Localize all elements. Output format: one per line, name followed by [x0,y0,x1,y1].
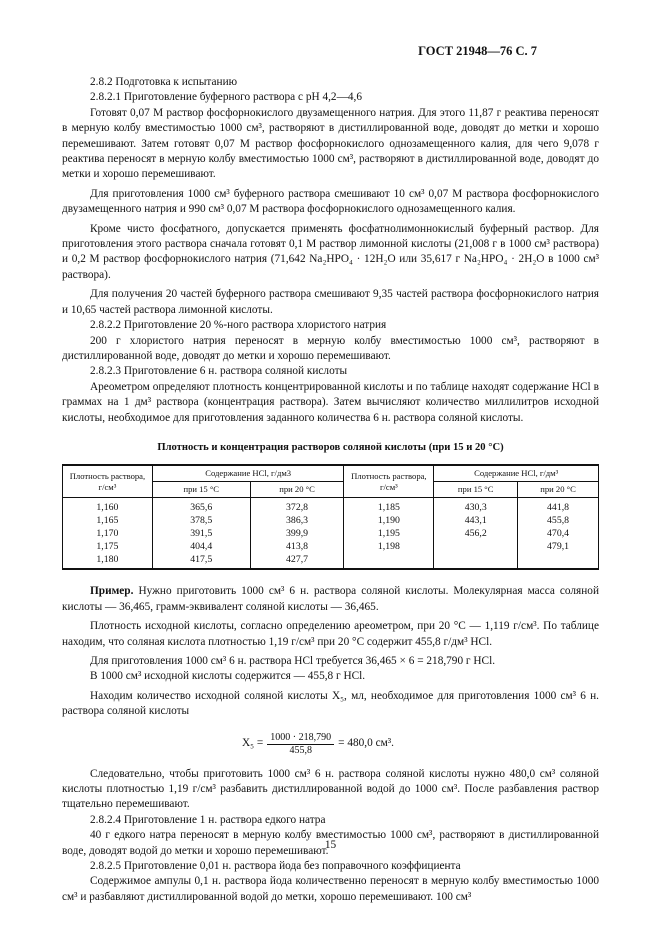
page-header: ГОСТ 21948—76 С. 7 [418,44,537,58]
subsection-heading: 2.8.2.5 Приготовление 0,01 н. раствора йода без поправочного коэффициента [90,860,461,873]
table-cell: 372,8 [250,498,344,515]
header-density-right: Плотность раствора, г/см³ [344,465,434,498]
subsection-heading: 2.8.2.3 Приготовление 6 н. раствора соляной кислоты [90,365,348,378]
table-caption: Плотность и концентрация растворов соляной кислоты (при 15 и 20 °С) [157,441,504,453]
table-cell: 430,3 [434,498,518,515]
formula-fraction [267,732,334,757]
paragraph: Плотность исходной кислоты, согласно определению ареометром, при 20 °С — 1,119 г/см³. По таблице находим, что соляная кислота плотностью 1,19 г/см³ при 20 °С содержит 455,8 г/дм³ HCl. [62,620,599,648]
table-cell: 479,1 [518,540,599,553]
paragraph: Для приготовления 1000 см³ 6 н. раствора HCl требуется 36,465 × 6 = 218,790 г HCl. [90,654,496,667]
table-cell: 1,198 [344,540,434,553]
example-label: Пример. [90,585,134,598]
paragraph: Ареометром определяют плотность концентрированной кислоты и по таблице находят содержание HCl в граммах на 1 дм³ раствора (концентрация раствора). Затем вычисляют количество миллилитров исходной кислоты, необходимое для приготовления заданного количества 6 н. раствора соляной кислоты. [62,380,599,424]
formula-lhs: X₅ = [242,737,264,750]
table-cell: 470,4 [518,527,599,540]
example-text: Нужно приготовить 1000 см³ 6 н. раствора соляной кислоты. Молекулярная масса соляной кислоты — 36,465, грамм-эквивалент соляной кислоты — 36,465. [62,585,599,613]
content [62,75,599,905]
table-cell: 1,170 [63,527,153,540]
paragraph: Кроме чисто фосфатного, допускается применять фосфатнолимоннокислый буферный раствор. Для приготовления этого раствора сначала готовят 0,1 М раствор лимонной кислоты (21,008 г в 1000 см³ раствора) и 0,2 М раствор фосфорнокислого натрия (71,642 Na₂HPO₄ · 12H₂O или 35,617 г Na₂HPO₄ · 2H₂O в 1000 см³ раствора). [62,222,599,281]
paragraph: Для приготовления 1000 см³ буферного раствора смешивают 10 см³ 0,07 М раствора фосфорнокислого двузамещенного натрия и 990 см³ 0,07 М раствора фосфорнокислого однозамещенного калия. [62,187,599,216]
subsection-heading: 2.8.2.1 Приготовление буферного раствора с рН 4,2—4,6 [90,91,362,104]
density-table [62,464,599,570]
header-content-left: Содержание HCl, г/дм3 [152,465,344,482]
header-15-left: при 15 °С [152,482,250,498]
table-cell: 404,4 [152,540,250,553]
table-cell: 1,190 [344,514,434,527]
header-20-left: при 20 °С [250,482,344,498]
formula-numerator: 1000 · 218,790 [267,732,334,745]
paragraph: Содержимое ампулы 0,1 н. раствора йода количественно переносят в мерную колбу вместимостью 1000 см³ и разбавляют дистиллированной водой до метки, хорошо перемешивают. 100 см³ [62,875,599,903]
table-row [63,498,599,515]
table-cell [434,553,518,569]
table-cell: 378,5 [152,514,250,527]
header-content-right: Содержание HCl, г/дм³ [434,465,599,482]
paragraph: 200 г хлористого натрия переносят в мерную колбу вместимостью 1000 см³, растворяют в дистиллированной воде, доводят до метки и хорошо перемешивают. [62,334,599,362]
table-cell: 391,5 [152,527,250,540]
table-cell: 417,5 [152,553,250,569]
paragraph: Следовательно, чтобы приготовить 1000 см³ 6 н. раствора соляной кислоты нужно 480,0 см³ соляной кислоты плотностью 1,19 г/см³ разбавить дистиллированной водой до 1000 см³. После разбавления раствор тщательно перемешивают. [62,767,599,811]
table-row [63,553,599,569]
paragraph: Для получения 20 частей буферного раствора смешивают 9,35 частей раствора фосфорнокислого натрия и 10,65 частей раствора лимонной кислоты. [62,288,599,316]
table-cell: 455,8 [518,514,599,527]
page-number: 15 [324,839,337,851]
paragraph: Готовят 0,07 М раствор фосфорнокислого двузамещенного натрия. Для этого 11,87 г реактива переносят в мерную колбу вместимостью 1000 см³, растворяют в дистиллированной воде, доводят до метки и хорошо перемешивают. Затем готовят 0,07 М раствор фосфорнокислого однозамещенного калия, для чего 9,078 г реактива переносят в мерную колбу вместимостью 1000 см³, растворяют в дистиллированной воде, доводят до метки и хорошо перемешивают. [62,106,599,181]
table-cell: 1,185 [344,498,434,515]
table-cell: 1,180 [63,553,153,569]
table-cell: 399,9 [250,527,344,540]
header-15-right: при 15 °С [434,482,518,498]
table-cell: 413,8 [250,540,344,553]
table-cell: 365,6 [152,498,250,515]
table-cell: 1,175 [63,540,153,553]
table-cell: 1,195 [344,527,434,540]
table-row [63,527,599,540]
formula-denominator: 455,8 [289,744,312,756]
table-cell: 443,1 [434,514,518,527]
section-heading: 2.8.2 Подготовка к испытанию [90,76,238,88]
table-row [63,540,599,553]
table-cell: 386,3 [250,514,344,527]
formula-rhs: = 480,0 см³. [338,737,394,750]
table-cell [518,553,599,569]
table-cell: 441,8 [518,498,599,515]
subsection-heading: 2.8.2.4 Приготовление 1 н. раствора едкого натра [90,813,326,826]
table-cell [344,553,434,569]
subsection-heading: 2.8.2.2 Приготовление 20 %-ного раствора хлористого натрия [90,319,387,332]
paragraph: 40 г едкого натра переносят в мерную колбу вместимостью 1000 см³, растворяют в дистиллированной воде, доводят водой до метки и хорошо перемешивают. [62,829,599,857]
table-cell [434,540,518,553]
paragraph: Находим количество исходной соляной кислоты X₅, мл, необходимое для приготовления 1000 см³ 6 н. раствора соляной кислоты [62,689,599,718]
table-cell: 1,160 [63,498,153,515]
example-paragraph [62,584,599,615]
paragraph: В 1000 см³ исходной кислоты содержится — 455,8 г HCl. [90,670,366,683]
header-density-left: Плотность раствора, г/см³ [63,465,153,498]
table-cell: 456,2 [434,527,518,540]
formula [242,732,599,757]
table-cell: 427,7 [250,553,344,569]
header-20-right: при 20 °С [518,482,599,498]
table-row [63,514,599,527]
table-cell: 1,165 [63,514,153,527]
